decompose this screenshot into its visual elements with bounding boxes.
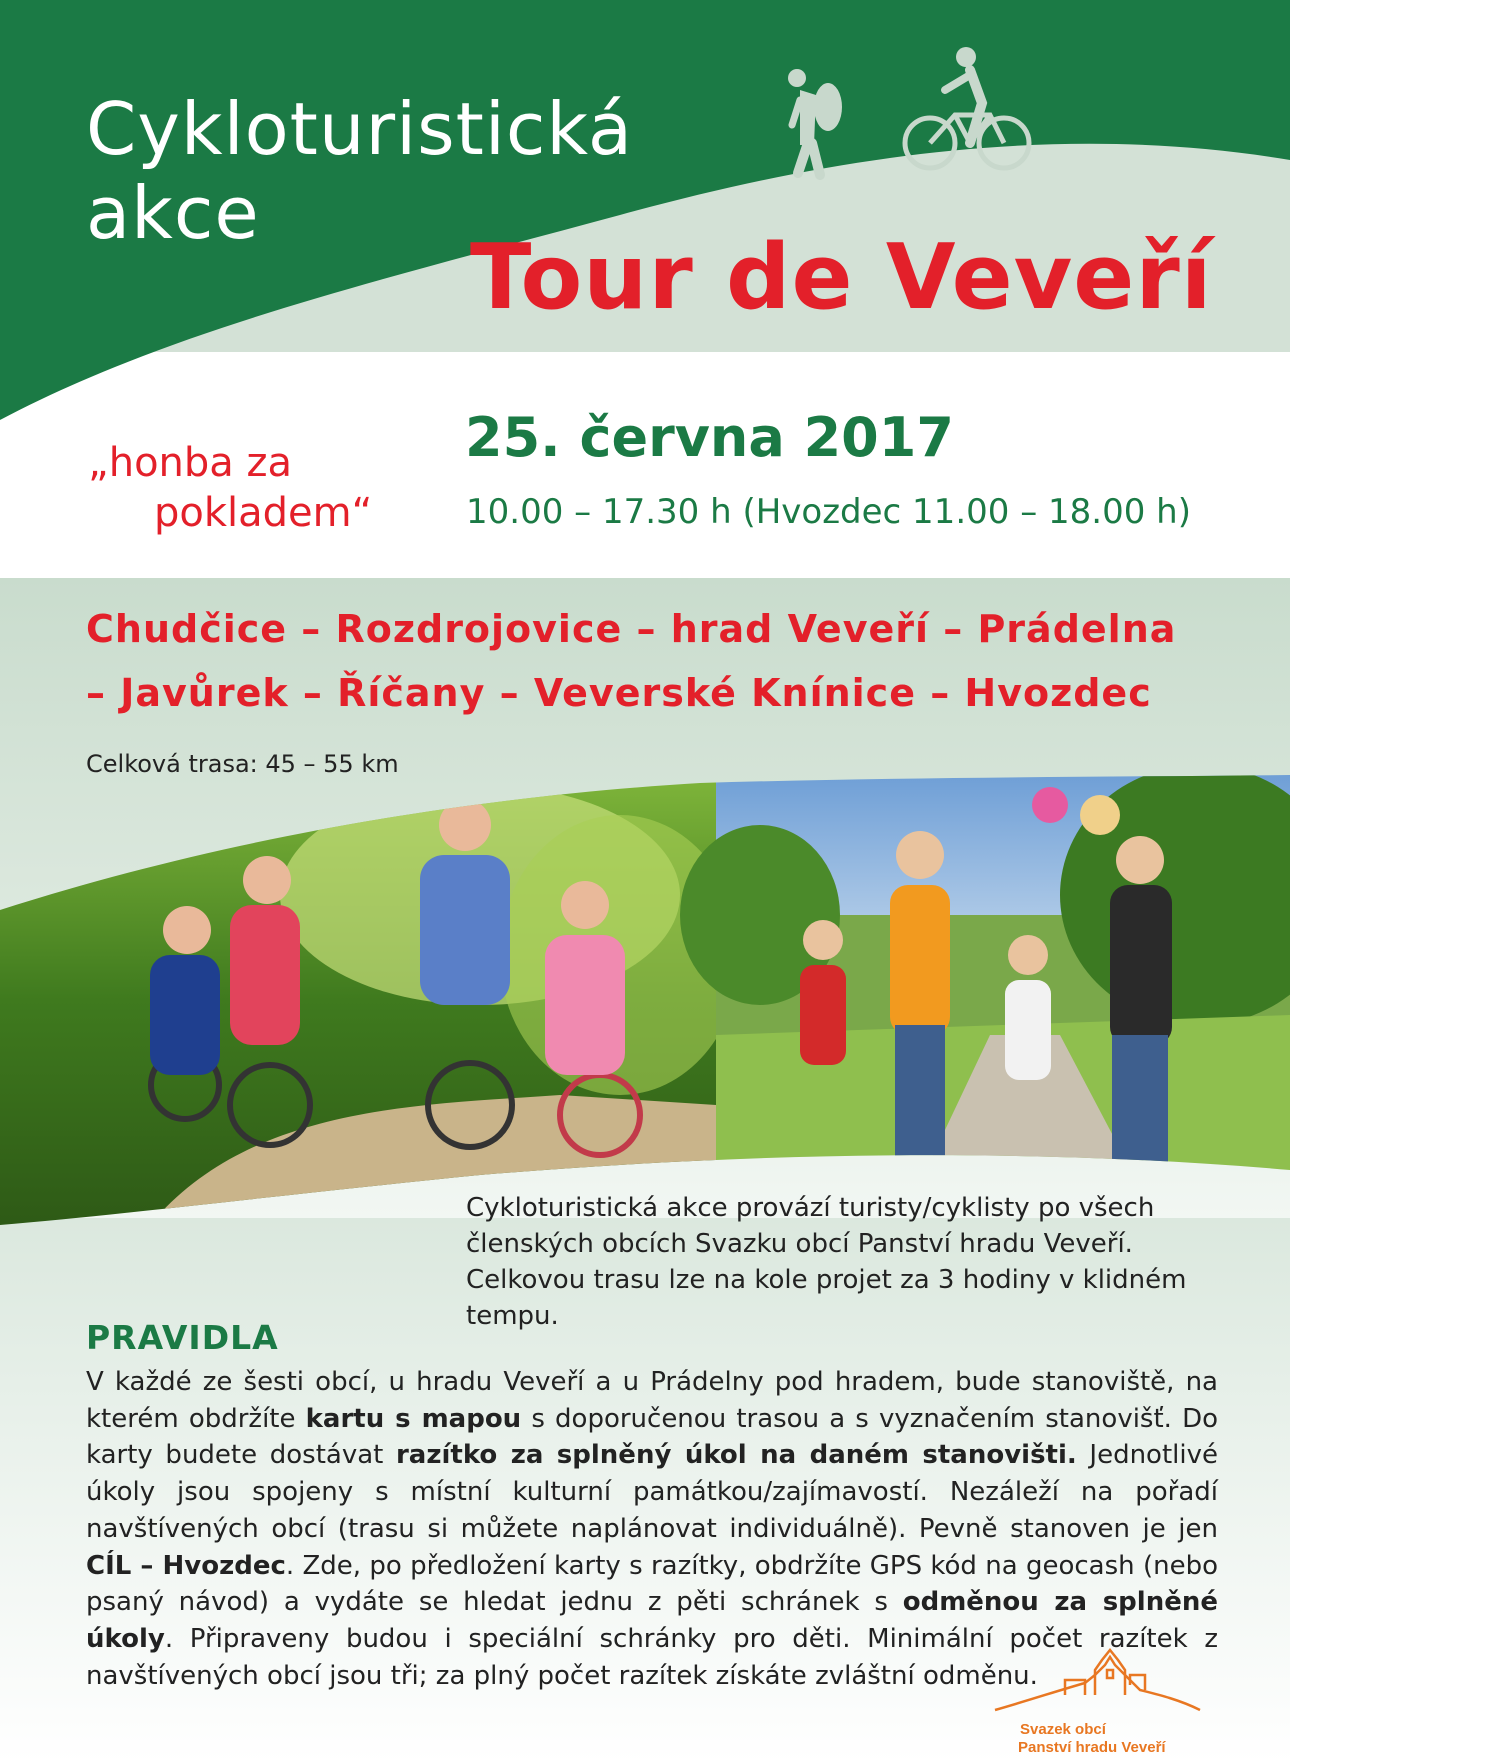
photo-strip — [0, 775, 1290, 1225]
rules-text-part: . Připraveny budou i speciální schránky pro děti. Minimální počet razítek z navštívených obcí jsou tři; za plný počet razítek získáte zvláštní odměnu. — [86, 1623, 1218, 1691]
title-line1: Cykloturistická — [86, 87, 633, 171]
subtitle — [88, 438, 448, 538]
activity-icons — [770, 45, 1040, 185]
rules-text-part: Jednotlivé úkoly jsou spojeny s místní kulturní památkou/zajímavostí. Nezáleží na pořadí navštívených obcí (trasu si můžete naplánovat individuálně). Pevně stanoven je jen — [86, 1440, 1218, 1544]
event-time: 10.00 – 17.30 h (Hvozdec 11.00 – 18.00 h) — [466, 492, 1191, 532]
hiker-icon — [788, 69, 842, 175]
total-distance: Celková trasa: 45 – 55 km — [86, 750, 399, 778]
route-line1: Chudčice – Rozdrojovice – hrad Veveří – Prádelna — [86, 607, 1177, 651]
family-cycling-photo — [0, 775, 740, 1225]
castle-icon — [995, 1650, 1200, 1710]
route-line2: – Javůrek – Říčany – Veverské Knínice – Hvozdec — [86, 671, 1152, 715]
event-date: 25. června 2017 — [465, 406, 954, 469]
cyclist-icon — [905, 47, 1029, 168]
rules-bold-reward: odměnou za splněné úkoly — [86, 1587, 1218, 1654]
main-title: Tour de Veveří — [470, 225, 1213, 330]
logo-line1: Svazek obcí — [1020, 1721, 1106, 1738]
rules-bold-stamp: razítko za splněný úkol na daném stanovišti. — [395, 1440, 1077, 1471]
family-walking-photo — [680, 775, 1290, 1225]
rules-text-part: V každé ze šesti obcí, u hradu Veveří a u Prádelny pod hradem, bude stanoviště, na kterém obdržíte — [86, 1367, 1218, 1434]
rules-text-part: . Zde, po předložení karty s razítky, obdržíte GPS kód na geocash (nebo psaný návod) a vydáte se hledat jednu z pěti schránek s — [86, 1550, 1218, 1618]
subtitle-line1: „honba za — [88, 440, 293, 486]
union-logo — [990, 1635, 1210, 1760]
intro-paragraph: Cykloturistická akce provází turisty/cyklisty po všech členských obcích Svazku obcí Panství hradu Veveří. Celkovou trasu lze na kole projet za 3 hodiny v klidném tempu. — [466, 1193, 1187, 1331]
logo-line2: Panství hradu Veveří — [1018, 1739, 1166, 1756]
rules-bold-finish: CÍL – Hvozdec — [86, 1550, 286, 1581]
rules-heading: PRAVIDLA — [86, 1318, 279, 1357]
title-line2: akce — [86, 171, 260, 255]
rules-bold-map-card: kartu s mapou — [305, 1403, 522, 1434]
rules-text-part: s doporučenou trasou a s vyznačením stanovišť. Do karty budete dostávat — [86, 1403, 1219, 1471]
subtitle-line2: pokladem“ — [154, 490, 373, 536]
